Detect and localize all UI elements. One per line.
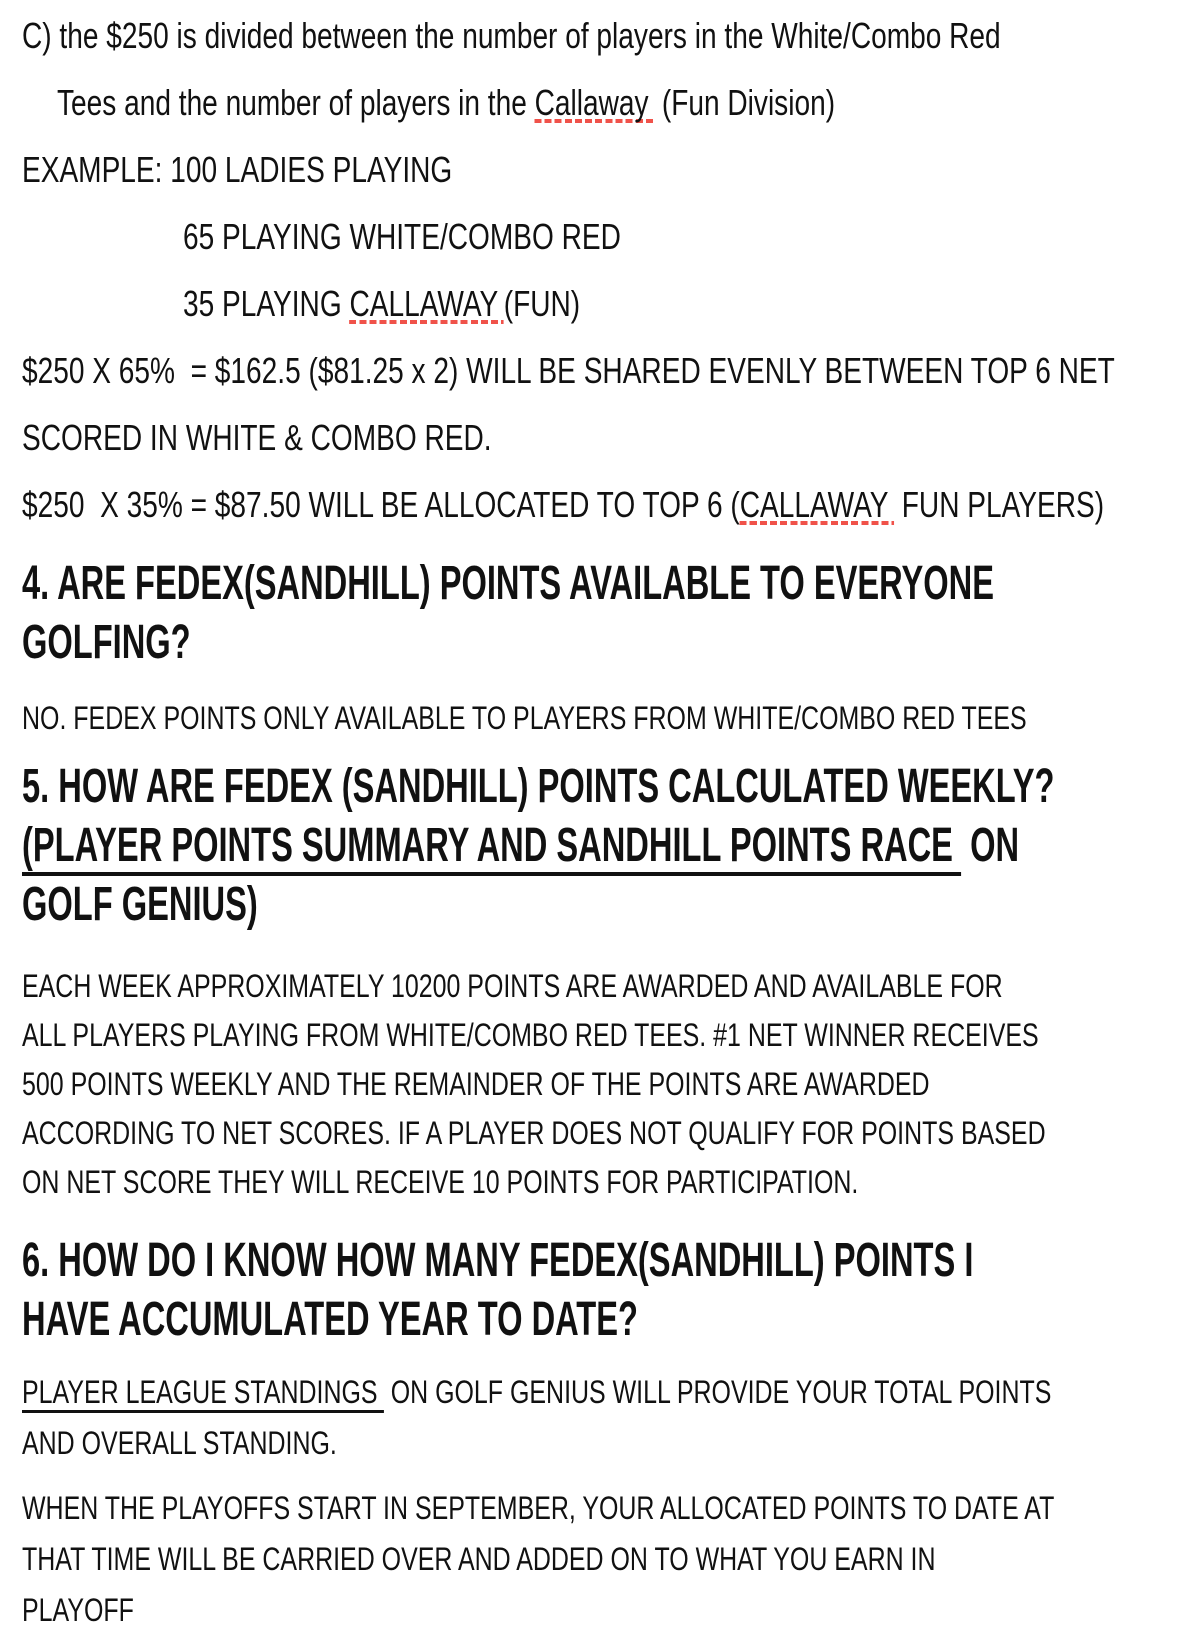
calc-65-line-2 (22, 404, 1200, 471)
example-callaway-post: (FUN) (503, 283, 581, 324)
question-5-answer-text-3: 500 POINTS WEEKLY AND THE REMAINDER OF THE POINTS ARE AWARDED (22, 1066, 930, 1102)
question-5-answer-text-2: ALL PLAYERS PLAYING FROM WHITE/COMBO RED TEES. #1 NET WINNER RECEIVES (22, 1017, 1039, 1053)
question-6-answer-2-text-2: THAT TIME WILL BE CARRIED OVER AND ADDED ON TO WHAT YOU EARN IN (22, 1541, 936, 1577)
question-4-heading-text-2: GOLFING? (22, 616, 191, 669)
calc-35-post: FUN PLAYERS) (893, 484, 1105, 525)
example-callaway-line (22, 270, 1200, 337)
intro-line-2-post: (Fun Division) (654, 82, 836, 123)
question-6-answer-2-line-2 (22, 1534, 1200, 1585)
question-4-heading-text-1: 4. ARE FEDEX(SANDHILL) POINTS AVAILABLE TO EVERYONE (22, 557, 995, 610)
question-4-answer-text: NO. FEDEX POINTS ONLY AVAILABLE TO PLAYERS FROM WHITE/COMBO RED TEES (22, 700, 1027, 736)
intro-line-1-text: C) the $250 is divided between the number of players in the White/Combo Red (22, 15, 1001, 56)
question-6-answer-1-line-1 (22, 1367, 1200, 1418)
question-5-answer-text-5: ON NET SCORE THEY WILL RECEIVE 10 POINTS FOR PARTICIPATION. (22, 1164, 859, 1200)
calc-65-text: $250 X 65% = $162.5 ($81.25 x 2) WILL BE SHARED EVENLY BETWEEN TOP 6 NET (22, 350, 1115, 391)
question-6-answer-2-text-1: WHEN THE PLAYOFFS START IN SEPTEMBER, YOUR ALLOCATED POINTS TO DATE AT (22, 1490, 1055, 1526)
question-6-answer-2-text-3: PLAYOFF (22, 1592, 134, 1628)
question-4-answer (22, 694, 1200, 743)
question-6-heading-text-1: 6. HOW DO I KNOW HOW MANY FEDEX(SANDHILL) POINTS I (22, 1234, 974, 1287)
calc-65-text-2: SCORED IN WHITE & COMBO RED. (22, 417, 492, 458)
calc-65-line-1 (22, 337, 1200, 404)
question-5-answer-line-2 (22, 1011, 1200, 1060)
question-5-heading-line-3 (22, 875, 1200, 934)
calc-35-pre: $250 X 35% = $87.50 WILL BE ALLOCATED TO TOP 6 ( (22, 484, 740, 525)
intro-line-1 (22, 2, 1200, 69)
player-league-standings-underlined: PLAYER LEAGUE STANDINGS (22, 1374, 384, 1413)
question-6-answer-1-rest: ON GOLF GENIUS WILL PROVIDE YOUR TOTAL POINTS (383, 1374, 1052, 1410)
question-6-heading-line-2 (22, 1290, 1200, 1349)
question-5-heading-line-2 (22, 816, 1200, 875)
question-5-answer-line-4 (22, 1109, 1200, 1158)
question-6-answer-2-line-3 (22, 1585, 1200, 1636)
example-heading-text: EXAMPLE: 100 LADIES PLAYING (22, 149, 453, 190)
example-heading-line (22, 136, 1200, 203)
question-4-heading-line-2 (22, 613, 1200, 672)
question-5-heading-line-1 (22, 757, 1200, 816)
misspelled-word-callaway: Callaway (535, 82, 654, 123)
question-6-heading-line-1 (22, 1231, 1200, 1290)
example-white-text: 65 PLAYING WHITE/COMBO RED (183, 216, 621, 257)
question-6-heading-text-2: HAVE ACCUMULATED YEAR TO DATE? (22, 1293, 638, 1346)
question-6-answer-2-line-1 (22, 1483, 1200, 1534)
misspelled-word-callaway-caps-2: CALLAWAY (740, 484, 894, 525)
question-5-answer-text-4: ACCORDING TO NET SCORES. IF A PLAYER DOES NOT QUALIFY FOR POINTS BASED (22, 1115, 1046, 1151)
question-5-answer-line-5 (22, 1158, 1200, 1207)
question-5-answer-line-3 (22, 1060, 1200, 1109)
question-5-answer-text-1: EACH WEEK APPROXIMATELY 10200 POINTS ARE AWARDED AND AVAILABLE FOR (22, 968, 1003, 1004)
question-4-heading-line-1 (22, 554, 1200, 613)
intro-line-2-pre: Tees and the number of players in the (57, 82, 535, 123)
question-5-heading-rest: ON (961, 819, 1020, 872)
intro-line-2 (22, 69, 1200, 136)
calc-35-line (22, 471, 1200, 538)
question-6-answer-1-text-2: AND OVERALL STANDING. (22, 1425, 337, 1461)
question-6-answer-1-line-2 (22, 1418, 1200, 1469)
question-5-answer-line-1 (22, 962, 1200, 1011)
example-white-line (22, 203, 1200, 270)
misspelled-word-callaway-caps: CALLAWAY (349, 283, 503, 324)
question-5-heading-text-3: GOLF GENIUS) (22, 878, 258, 931)
question-5-heading-underlined: (PLAYER POINTS SUMMARY AND SANDHILL POINTS RACE (22, 819, 961, 876)
question-5-heading-text-1: 5. HOW ARE FEDEX (SANDHILL) POINTS CALCULATED WEEKLY? (22, 760, 1055, 813)
example-callaway-pre: 35 PLAYING (183, 283, 350, 324)
